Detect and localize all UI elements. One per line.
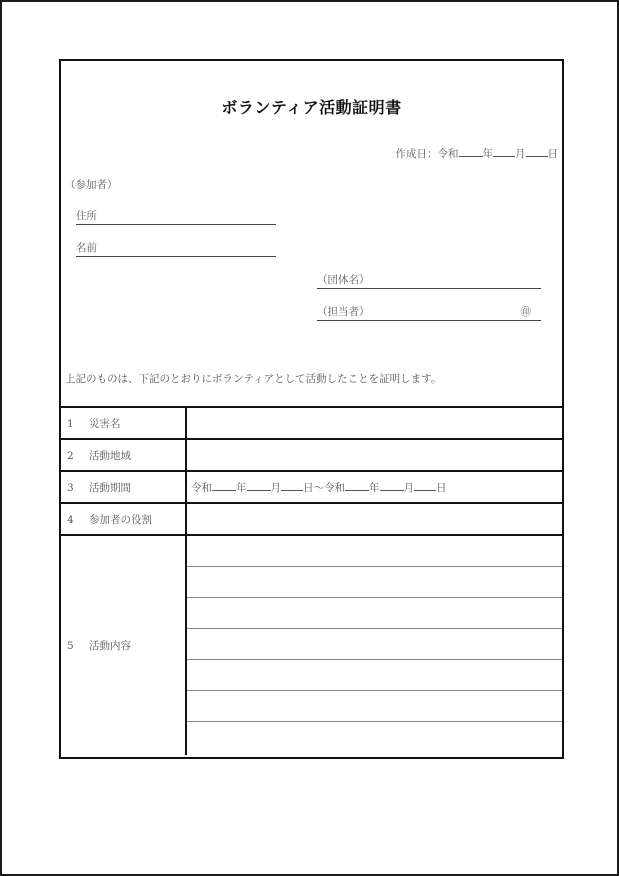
activity-table bbox=[61, 406, 562, 755]
start-month-label: 月 bbox=[270, 481, 281, 494]
table-row bbox=[61, 535, 562, 755]
group-name-label: （団体名） bbox=[317, 274, 370, 286]
month-blank[interactable] bbox=[493, 146, 515, 157]
certificate-document bbox=[59, 59, 564, 759]
person-in-charge-label: （担当者） bbox=[317, 306, 370, 318]
row-number: 5 bbox=[67, 640, 74, 652]
disaster-name-input[interactable] bbox=[186, 407, 562, 439]
creation-date bbox=[396, 146, 559, 161]
row-label-area bbox=[61, 439, 186, 471]
year-label: 年 bbox=[482, 148, 493, 160]
row-label: 災害名 bbox=[89, 417, 121, 430]
end-year-label: 年 bbox=[369, 481, 380, 494]
table-row bbox=[61, 407, 562, 439]
address-label: 住所 bbox=[76, 210, 97, 222]
row-label: 活動内容 bbox=[89, 640, 131, 652]
start-day-label: 日～令和 bbox=[303, 481, 345, 494]
day-label: 日 bbox=[547, 148, 558, 160]
activity-area-input[interactable] bbox=[186, 439, 562, 471]
address-field[interactable] bbox=[76, 209, 276, 225]
table-row bbox=[61, 503, 562, 535]
content-line[interactable] bbox=[187, 722, 562, 753]
day-blank[interactable] bbox=[526, 146, 548, 157]
content-lines bbox=[187, 536, 562, 753]
name-field[interactable] bbox=[76, 241, 276, 257]
row-number: 1 bbox=[67, 417, 74, 430]
end-day-blank[interactable] bbox=[414, 480, 436, 491]
row-label-period bbox=[61, 471, 186, 503]
row-label-content bbox=[61, 535, 186, 755]
row-label-disaster bbox=[61, 407, 186, 439]
group-name-field[interactable] bbox=[317, 273, 541, 289]
table-row bbox=[61, 471, 562, 503]
start-day-blank[interactable] bbox=[281, 480, 303, 491]
row-number: 3 bbox=[67, 481, 74, 494]
table-row bbox=[61, 439, 562, 471]
end-day-label: 日 bbox=[436, 481, 447, 494]
seal-mark: ㊞ bbox=[520, 306, 531, 318]
row-number: 4 bbox=[67, 513, 74, 526]
content-line[interactable] bbox=[187, 691, 562, 722]
year-blank[interactable] bbox=[459, 146, 483, 157]
row-number: 2 bbox=[67, 449, 74, 462]
activity-period-input[interactable] bbox=[186, 471, 562, 503]
content-line[interactable] bbox=[187, 660, 562, 691]
participant-label: （参加者） bbox=[65, 179, 118, 191]
participant-role-input[interactable] bbox=[186, 503, 562, 535]
person-in-charge-field[interactable] bbox=[317, 305, 541, 321]
month-label: 月 bbox=[515, 148, 526, 160]
row-label: 参加者の役割 bbox=[89, 513, 152, 526]
start-year-blank[interactable] bbox=[212, 480, 236, 491]
document-title: ボランティア活動証明書 bbox=[221, 98, 402, 117]
row-label: 活動地域 bbox=[89, 449, 131, 462]
end-month-blank[interactable] bbox=[380, 480, 404, 491]
name-label: 名前 bbox=[76, 242, 97, 254]
row-label-role bbox=[61, 503, 186, 535]
creation-date-prefix: 作成日：令和 bbox=[395, 148, 459, 160]
content-line[interactable] bbox=[187, 598, 562, 629]
content-line[interactable] bbox=[187, 567, 562, 598]
activity-content-area bbox=[186, 535, 562, 755]
start-month-blank[interactable] bbox=[247, 480, 271, 491]
period-reiwa-start: 令和 bbox=[191, 481, 212, 494]
content-line[interactable] bbox=[187, 536, 562, 567]
start-year-label: 年 bbox=[236, 481, 247, 494]
certification-statement: 上記のものは、下記のとおりにボランティアとして活動したことを証明します。 bbox=[65, 373, 442, 385]
end-month-label: 月 bbox=[403, 481, 414, 494]
row-label: 活動期間 bbox=[89, 481, 131, 494]
content-line[interactable] bbox=[187, 629, 562, 660]
end-year-blank[interactable] bbox=[345, 480, 369, 491]
